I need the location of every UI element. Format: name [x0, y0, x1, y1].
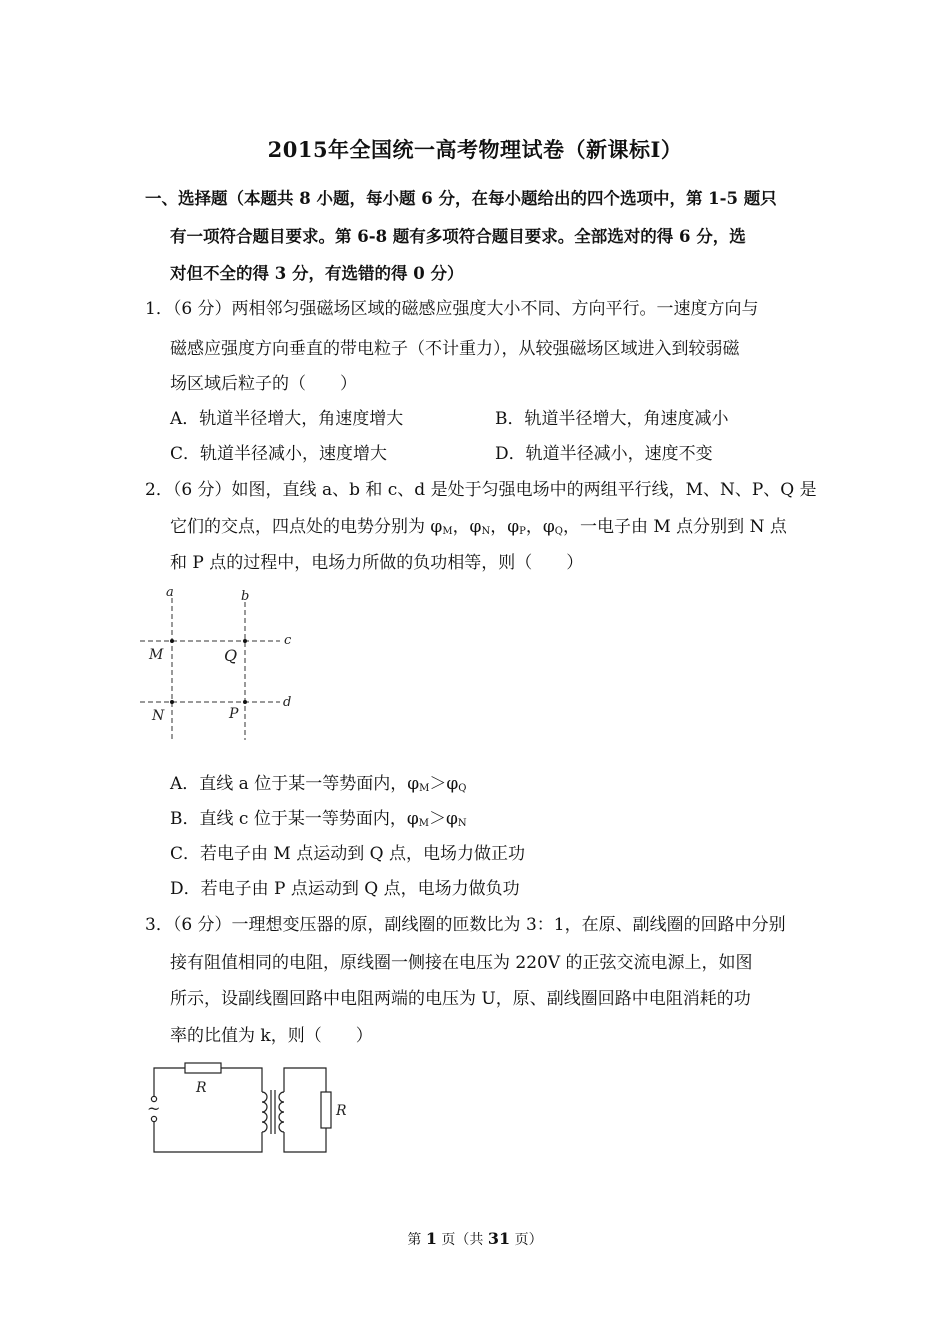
q2-stem-text: 它们的交点，四点处的电势分别为 φ: [170, 517, 443, 537]
label-d: d: [283, 695, 292, 710]
q2-option-c[interactable]: C．若电子由 M 点运动到 Q 点，电场力做正功: [170, 844, 525, 864]
q1-stem-line-1: 1．（6 分）两相邻匀强磁场区域的磁感应强度大小不同、方向平行。一速度方向与: [145, 299, 759, 319]
page-title: 2015年全国统一高考物理试卷（新课标Ⅰ）: [267, 137, 683, 162]
separator: ，φ: [490, 517, 520, 537]
label-n: N: [152, 708, 165, 724]
section-heading-line-3: 对但不全的得 3 分，有选错的得 0 分）: [170, 264, 464, 283]
label-b: b: [241, 589, 250, 604]
resistor-secondary: [321, 1092, 331, 1128]
point-n: [170, 700, 174, 704]
footer-text: 第: [407, 1232, 426, 1248]
q2-option-d[interactable]: D．若电子由 P 点运动到 Q 点，电场力做负功: [170, 879, 520, 899]
q3-stem-line-2: 接有阻值相同的电阻，原线圈一侧接在电压为 220V 的正弦交流电源上，如图: [170, 953, 753, 973]
page-footer: [0, 1229, 950, 1249]
option-text: B．直线 c 位于某一等势面内，φ: [170, 809, 419, 829]
q2-stem-line-2: [170, 515, 787, 544]
secondary-coil: [279, 1092, 284, 1132]
subscript-q: Q: [554, 526, 563, 537]
subscript-p: P: [519, 526, 526, 537]
q3-stem-line-3: 所示，设副线圈回路中电阻两端的电压为 U，原、副线圈回路中电阻消耗的功: [170, 989, 751, 1009]
primary-coil: [262, 1092, 267, 1132]
subscript-n: N: [481, 526, 491, 537]
q3-stem-line-4: 率的比值为 k，则（ ）: [170, 1026, 373, 1046]
transformer-circuit-figure: [140, 1058, 347, 1158]
footer-text: 页）: [510, 1232, 543, 1248]
q1-stem-line-3: 场区域后粒子的（ ）: [170, 374, 357, 394]
q2-stem-line-3: 和 P 点的过程中，电场力所做的负功相等，则（ ）: [170, 553, 584, 573]
label-r-primary: R: [196, 1080, 207, 1096]
q2-stem-line-1: 2．（6 分）如图，直线 a、b 和 c、d 是处于匀强电场中的两组平行线，M、N、P、Q 是: [145, 480, 817, 500]
greater-than: ＞φ: [428, 809, 458, 829]
q1-option-d[interactable]: D．轨道半径减小，速度不变: [495, 444, 713, 464]
subscript-q: Q: [458, 783, 467, 794]
q2-option-b[interactable]: [170, 807, 467, 836]
point-m: [170, 639, 174, 643]
point-p: [243, 700, 247, 704]
subscript-n: N: [457, 818, 467, 829]
option-text: A．直线 a 位于某一等势面内，φ: [170, 774, 420, 794]
q2-option-a[interactable]: [170, 772, 466, 801]
page-total: 31: [487, 1229, 511, 1248]
q1-option-a[interactable]: A．轨道半径增大，角速度增大: [170, 409, 404, 429]
label-p: P: [229, 706, 239, 722]
resistor-primary: [185, 1063, 221, 1073]
point-q: [243, 639, 247, 643]
ac-source-symbol: ~: [147, 1099, 161, 1118]
parallel-lines-figure: [135, 580, 315, 745]
page-number: 1: [425, 1229, 437, 1248]
q3-stem-line-1: 3．（6 分）一理想变压器的原，副线圈的匝数比为 3：1，在原、副线圈的回路中分别: [145, 915, 786, 935]
q1-stem-line-2: 磁感应强度方向垂直的带电粒子（不计重力），从较强磁场区域进入到较弱磁: [170, 339, 740, 359]
q2-stem-text: ，一电子由 M 点分别到 N 点: [562, 517, 787, 537]
greater-than: ＞φ: [429, 774, 459, 794]
footer-text: 页（共: [436, 1232, 488, 1248]
subscript-m: M: [418, 818, 429, 829]
q1-option-c[interactable]: C．轨道半径减小，速度增大: [170, 444, 388, 464]
separator: ，φ: [525, 517, 555, 537]
separator: ，φ: [452, 517, 482, 537]
label-a: a: [166, 585, 174, 600]
label-r-secondary: R: [336, 1103, 347, 1119]
q1-option-b[interactable]: B．轨道半径增大，角速度减小: [495, 409, 729, 429]
subscript-m: M: [442, 526, 453, 537]
section-heading-line-2: 有一项符合题目要求。第 6-8 题有多项符合题目要求。全部选对的得 6 分，选: [170, 227, 746, 246]
label-q: Q: [224, 646, 238, 665]
label-c: c: [284, 633, 292, 648]
section-heading-line-1: 一、选择题（本题共 8 小题，每小题 6 分，在每小题给出的四个选项中，第 1-5 题只: [145, 189, 777, 208]
label-m: M: [149, 647, 164, 663]
subscript-m: M: [419, 783, 430, 794]
